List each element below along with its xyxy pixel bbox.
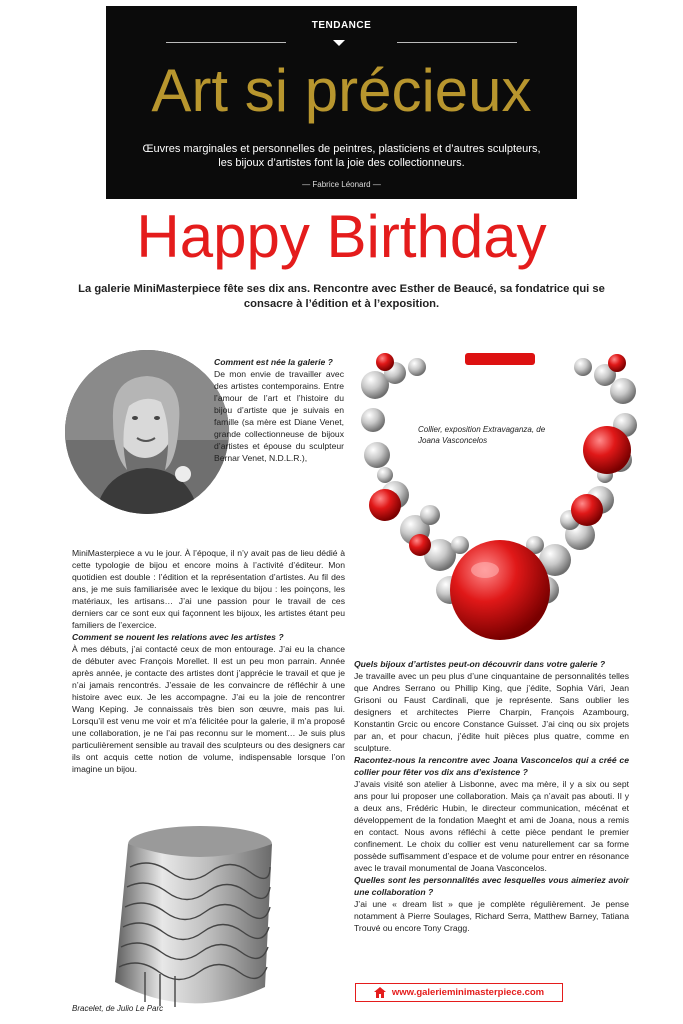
necklace-photo	[355, 345, 640, 645]
answer-2: À mes débuts, j’ai contacté ceux de mon entourage. J’ai eu la chance de débuter avec François Morellet. Il est un peu mon parrain. Année après année, je contacte des artistes dont j’apprécie le travail et que je n’ai jamais rencontrés. J’essaie de les convaincre de réfléchir à une histoire avec eux. Je les accompagne. J’ai eu la joie de rencontrer Wang Keping. Je connaissais très bien son œuvre, mais pas lui. Lorsqu’il est venu me voir et m’a félicitée pour la galerie, il m’a proposé une collaboration, je ne l’ai pas reconnu sur le moment… Je suis plus particulièrement sensible au travail des sculpteurs ou des designers car ils ont acquis cette notion de volume, indispensable lorsque l’on imagine un bijou.	[72, 644, 345, 774]
answer-1-intro	[214, 356, 344, 464]
right-column-text	[354, 658, 629, 934]
answer-1-part2: MiniMasterpiece a vu le jour. À l’époque, il n’y avait pas de lieu dédié à cette typologie de bijou et encore moins à l’activité d’éditeur. Mon quotidien est double : l’édition et la représentation d’artistes. Au fil des ans, je me suis familiarisée avec le lexique du bijou : les poinçons, les matériaux, les artisans… J’ai une passion pour le travail de ces derniers car ce sont eux qui façonnent les bijoux, les artistes étant peu familiers de l’exercice.	[72, 548, 345, 630]
question-5: Quelles sont les personnalités avec lesquelles vous aimeriez avoir une collaboration ?	[354, 875, 629, 897]
article-headline: Happy Birthday	[136, 203, 547, 270]
banner-description: Œuvres marginales et personnelles de peintres, plasticiens et d’autres sculpteurs, les bijoux d’artistes font la joie des collectionneurs.	[142, 143, 541, 169]
portrait-photo	[65, 350, 229, 514]
banner-author: — Fabrice Léonard —	[302, 180, 381, 189]
banner-title: Art si précieux	[151, 57, 532, 124]
answer-1-part1: De mon envie de travailler avec des artistes contemporains. Entre l’amour de l’art et l’histoire du bijou d’artiste que je suivais en famille (sa mère est Diane Venet, grande collectionneuse de bijoux d’artistes et épouse du sculpteur Bernar Venet, N.D.L.R.),	[214, 369, 344, 463]
question-2: Comment se nouent les relations avec les artistes ?	[72, 632, 284, 642]
website-url[interactable]: www.galerieminimasterpiece.com	[391, 987, 545, 998]
section-tag: TENDANCE	[311, 20, 372, 31]
left-column-text	[72, 547, 345, 775]
answer-4: J’avais visité son atelier à Lisbonne, avec ma mère, il y a six ou sept ans pour lui proposer une collaboration. Mais ça n’avait pas abouti. Il y a deux ans, Frédéric Hubin, le directeur communication, mécénat et développement de la fondation Maeght et ami de Joana, nous a remis en contact. Nous avons réfléchi à cette pièce pendant le premier confinement. Le choix du collier est venu naturellement car sa forme possède suffisamment d’espace et de volume pour entrer en résonance avec le travail monumental de Joana Vasconcelos.	[354, 779, 629, 873]
divider	[397, 42, 517, 43]
website-link[interactable]	[355, 983, 563, 1002]
question-3: Quels bijoux d’artistes peut-on découvrir dans votre galerie ?	[354, 659, 606, 669]
bracelet-caption: Bracelet, de Julio Le Parc	[72, 1004, 164, 1013]
bracelet-photo	[105, 822, 280, 1007]
question-1: Comment est née la galerie ?	[214, 357, 333, 367]
answer-3: Je travaille avec un peu plus d’une cinquantaine de personnalités telles que Andres Serrano ou Phillip King, que j’édite, Sophia Vári, Jean Grisoni ou Faust Cardinali, que je représente. Sans oublier les designers et architectes Pierre Charpin, François Azambourg, Konstantin Grcic ou encore Constance Guisset. J’ai cinq ou six projets par an, et pour chacun, j’édite huit pièces plus quatre, comme en sculpture.	[354, 671, 629, 753]
tag-pointer	[333, 40, 345, 46]
divider	[166, 42, 286, 43]
article-intro: La galerie MiniMasterpiece fête ses dix ans. Rencontre avec Esther de Beaucé, sa fondatrice qui se consacre à l’édition et à l’exposition.	[78, 283, 605, 310]
necklace-caption: Collier, exposition Extravaganza, de Joana Vasconcelos	[418, 425, 546, 445]
answer-5: J’ai une « dream list » que je complète régulièrement. Je pense notamment à Pierre Soulages, Richard Serra, Matthew Barney, Tatiana Trouvé ou encore Tony Cragg.	[354, 899, 629, 933]
question-4: Racontez-nous la rencontre avec Joana Vasconcelos qui a créé ce collier pour fêter vos dix ans d’existence ?	[354, 755, 629, 777]
home-icon	[374, 987, 386, 998]
header-banner	[106, 6, 577, 199]
